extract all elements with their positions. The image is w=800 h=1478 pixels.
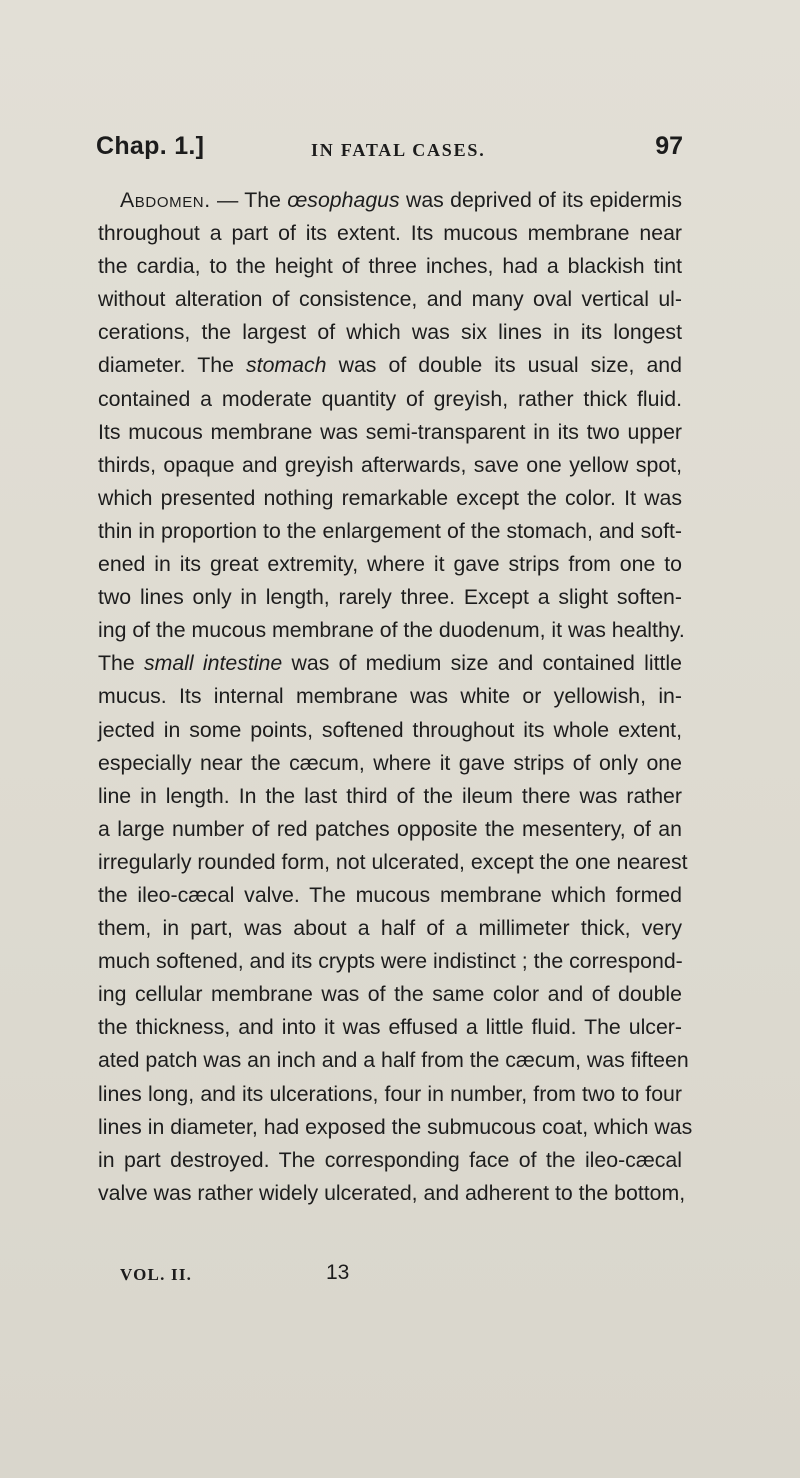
text-line: especially near the cæcum, where it gave strips of only one <box>98 750 682 775</box>
text-line: throughout a part of its extent. Its mucous membrane near <box>98 221 682 246</box>
text-line: two lines only in length, rarely three. Except a slight soften- <box>98 585 682 610</box>
text-line: cerations, the largest of which was six lines in its longest <box>98 320 682 345</box>
text-line: thirds, opaque and greyish afterwards, save one yellow spot, <box>98 452 682 477</box>
text-line: The small intestine was of medium size and contained little <box>98 651 682 676</box>
text-line: Abdomen. — The œsophagus was deprived of its epidermis <box>120 188 682 212</box>
text-line: jected in some points, softened throughout its whole extent, <box>98 717 682 742</box>
running-header <box>96 132 683 168</box>
text-line: the cardia, to the height of three inches, had a blackish tint <box>98 254 682 279</box>
anatomical-term: small intestine <box>143 651 283 676</box>
text-line: mucus. Its internal membrane was white or yellowish, in- <box>98 684 682 709</box>
text-line: a large number of red patches opposite the mesentery, of an <box>98 816 682 841</box>
section-heading: Abdomen. <box>120 188 211 212</box>
text-line: valve was rather widely ulcerated, and adherent to the bottom, <box>98 1180 686 1205</box>
page-footer <box>120 1261 420 1295</box>
anatomical-term: œsophagus <box>287 188 400 212</box>
text-line: line in length. In the last third of the ileum there was rather <box>98 783 682 808</box>
text-line: Its mucous membrane was semi-transparent in its two upper <box>98 419 682 444</box>
text-line: which presented nothing remarkable except the color. It was <box>98 485 682 510</box>
text-line: ing of the mucous membrane of the duodenum, it was healthy. <box>98 618 685 643</box>
volume-label: VOL. II. <box>120 1265 193 1284</box>
text-line: in part destroyed. The corresponding face of the ileo-cæcal <box>98 1147 682 1172</box>
chapter-label: Chap. 1.] <box>96 132 205 160</box>
text-line: them, in part, was about a half of a millimeter thick, very <box>98 916 682 941</box>
page-number: 97 <box>655 132 683 160</box>
running-title: IN FATAL CASES. <box>311 140 486 160</box>
text-line: lines long, and its ulcerations, four in number, from two to four <box>98 1081 682 1106</box>
signature-mark: 13 <box>326 1261 350 1284</box>
text-line: without alteration of consistence, and many oval vertical ul- <box>98 287 682 312</box>
text-line: ated patch was an inch and a half from the cæcum, was fifteen <box>98 1048 689 1073</box>
body-paragraph <box>98 184 693 1210</box>
text-line: ened in its great extremity, where it gave strips from one to <box>98 552 682 577</box>
text-line: thin in proportion to the enlargement of the stomach, and soft- <box>98 518 682 543</box>
text-line: irregularly rounded form, not ulcerated, except the one nearest <box>98 849 688 874</box>
text-line: lines in diameter, had exposed the submucous coat, which was <box>98 1114 693 1139</box>
text-line: much softened, and its crypts were indistinct ; the correspond- <box>98 949 683 974</box>
text-line: contained a moderate quantity of greyish, rather thick fluid. <box>98 386 682 411</box>
text-line: diameter. The stomach was of double its usual size, and <box>98 353 682 378</box>
text-line: the thickness, and into it was effused a little fluid. The ulcer- <box>98 1015 682 1040</box>
anatomical-term: stomach <box>246 353 327 378</box>
text-line: the ileo-cæcal valve. The mucous membrane which formed <box>98 882 682 907</box>
text-line: ing cellular membrane was of the same color and of double <box>98 982 682 1007</box>
